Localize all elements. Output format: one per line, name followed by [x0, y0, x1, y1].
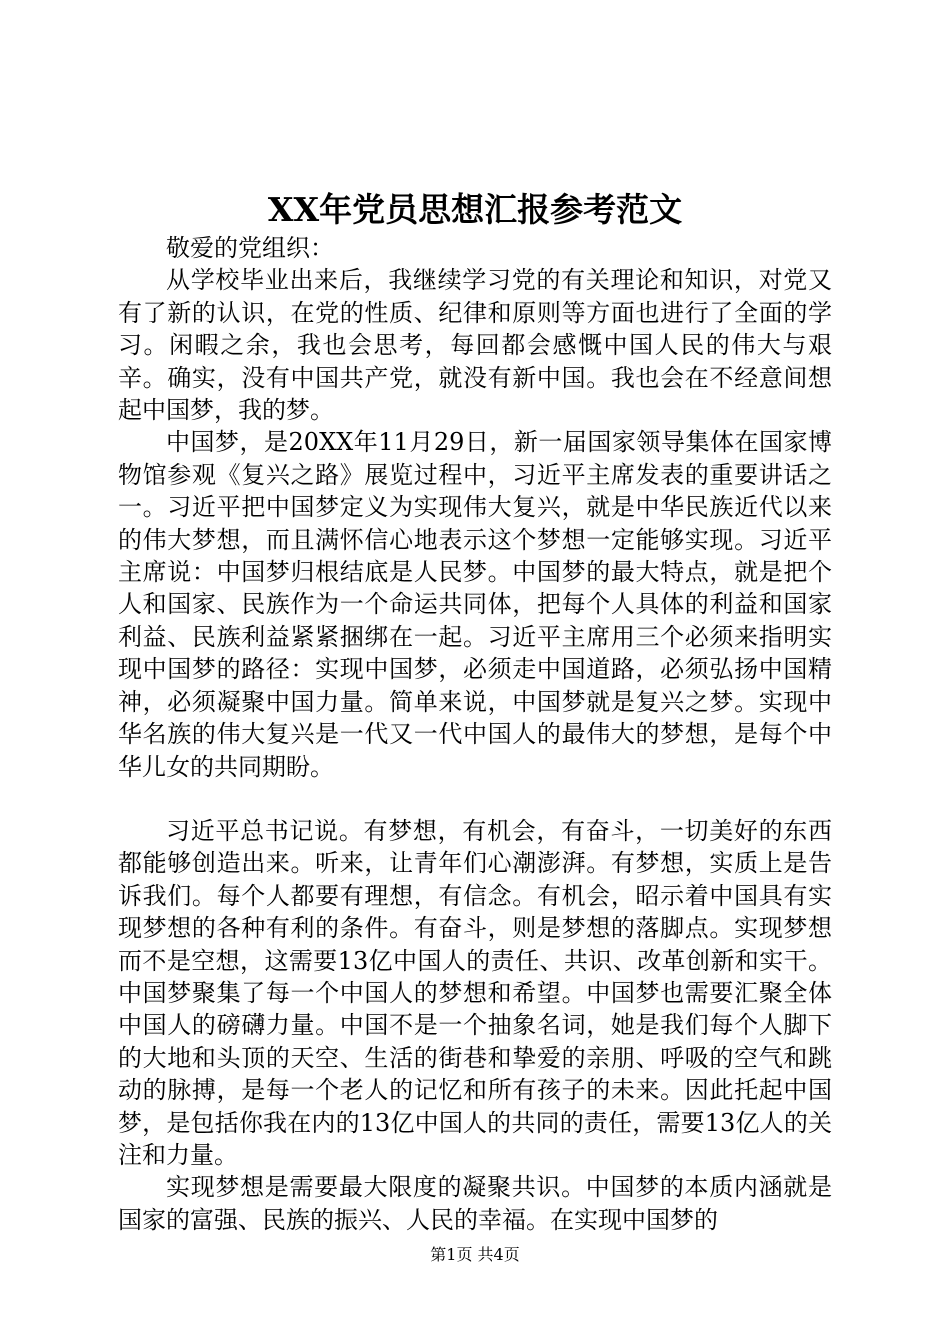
paragraph-4: 实现梦想是需要最大限度的凝聚共识。中国梦的本质内涵就是国家的富强、民族的振兴、人民的幸福。在实现中国梦的 — [118, 1173, 832, 1234]
salutation: 敬爱的党组织： — [166, 234, 334, 262]
paragraph-3: 习近平总书记说。有梦想，有机会，有奋斗，一切美好的东西都能够创造出来。听来，让青年们心潮澎湃。有梦想，实质上是告诉我们。每个人都要有理想，有信念。有机会，昭示着中国具有实现梦想的各种有利的条件。有奋斗，则是梦想的落脚点。实现梦想而不是空想，这需要13亿中国人的责任、共识、改革创新和实干。中国梦聚集了每一个中国人的梦想和希望。中国梦也需要汇聚全体中国人的磅礴力量。中国不是一个抽象名词，她是我们每个人脚下的大地和头顶的天空、生活的街巷和挚爱的亲朋、呼吸的空气和跳动的脉搏，是每一个老人的记忆和所有孩子的未来。因此托起中国梦，是包括你我在内的13亿中国人的共同的责任，需要13亿人的关注和力量。 — [118, 816, 832, 1169]
document-body — [118, 232, 832, 1236]
page-number-footer: 第1页 共4页 — [430, 1245, 520, 1264]
document-title: XX年党员思想汇报参考范文 — [267, 190, 683, 229]
paragraph-1: 从学校毕业出来后，我继续学习党的有关理论和知识，对党又有了新的认识，在党的性质、纪律和原则等方面也进行了全面的学习。闲暇之余，我也会思考，每回都会感慨中国人民的伟大与艰辛。确实，没有中国共产党，就没有新中国。我也会在不经意间想起中国梦，我的梦。 — [118, 266, 832, 425]
paragraph-2: 中国梦，是20XX年11月29日，新一届国家领导集体在国家博物馆参观《复兴之路》展览过程中，习近平主席发表的重要讲话之一。习近平把中国梦定义为实现伟大复兴，就是中华民族近代以来的伟大梦想，而且满怀信心地表示这个梦想一定能够实现。习近平主席说：中国梦归根结底是人民梦。中国梦的最大特点，就是把个人和国家、民族作为一个命运共同体，把每个人具体的利益和国家利益、民族利益紧紧捆绑在一起。习近平主席用三个必须来指明实现中国梦的路径：实现中国梦，必须走中国道路，必须弘扬中国精神，必须凝聚中国力量。简单来说，中国梦就是复兴之梦。实现中华名族的伟大复兴是一代又一代中国人的最伟大的梦想，是每个中华儿女的共同期盼。 — [118, 428, 832, 781]
